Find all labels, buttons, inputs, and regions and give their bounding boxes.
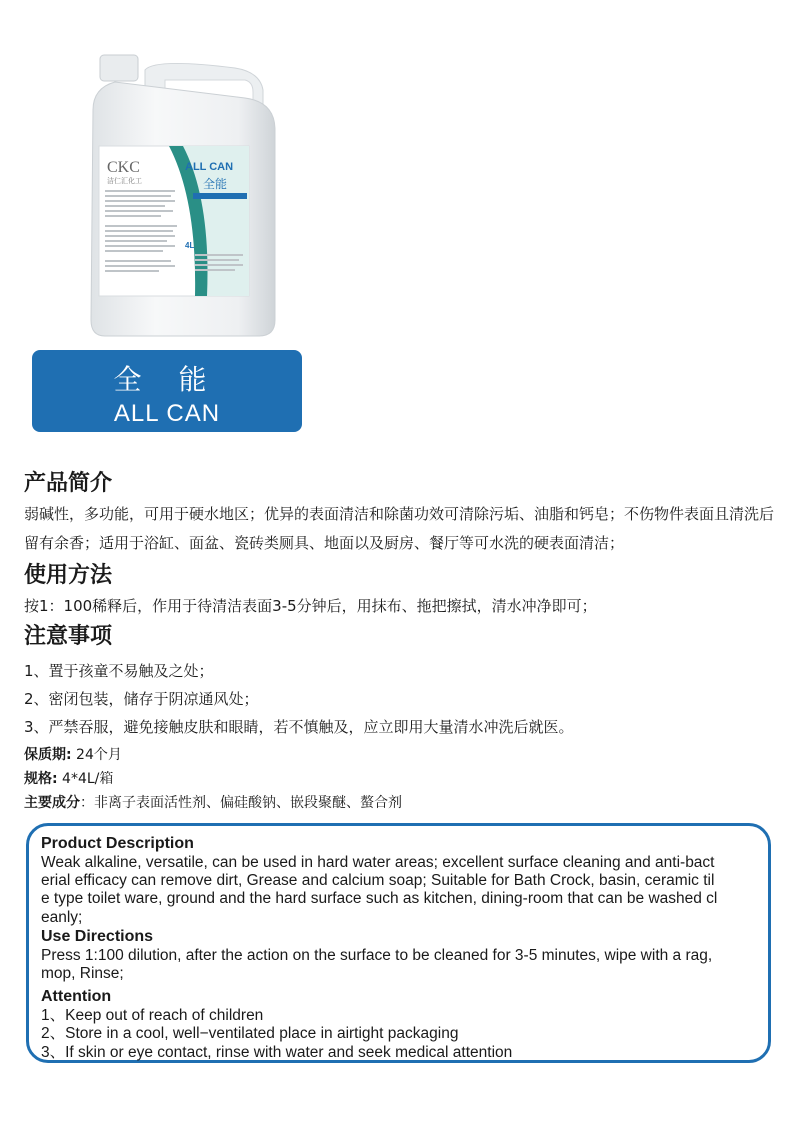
attention-line-3: 3、If skin or eye contact, rinse with water and seek medical attention [41,1043,513,1061]
specification [24,767,779,791]
english-description-box [26,823,771,1063]
banner-name-en: ALL CAN [113,400,221,427]
ingredients-label: 主要成分 [24,795,80,811]
ingredients-value: ：非离子表面活性剂、偏硅酸钠、嵌段聚醚、螯合剂 [80,795,402,811]
notes-item-1: 1、置于孩童不易触及之处； [24,662,214,680]
intro-heading: 产品简介 [24,471,113,496]
shelf-life-label: 保质期: [24,747,72,763]
attention-line-1: 1、Keep out of reach of children [41,1007,264,1025]
notes-item-2: 2、密闭包装，储存于阴凉通风处； [24,690,259,708]
spec-label: 规格: [24,771,58,787]
banner-name-cn: 全 能 [113,363,221,396]
shelf-life-value: 24个月 [71,747,122,763]
spec-value: 4*4L/箱 [57,771,114,787]
product-bottle-image [85,50,280,340]
bottle-logo-text: CKC [107,159,140,176]
bottle-name-en: ALL CAN [185,161,234,173]
bottle-svg [85,50,280,340]
desc-line-3: e type toilet ware, ground and the hard surface such as kitchen, dining-room that can be washed cl [41,890,718,908]
desc-line-2: erial efficacy can remove dirt, Grease and calcium soap; Suitable for Bath Crock, basin, ceramic til [41,872,715,890]
usage-heading: 使用方法 [24,563,113,588]
attention-heading: Attention [41,988,112,1006]
shelf-life [24,743,779,767]
notes-item-3: 3、严禁吞服，避免接触皮肤和眼睛，若不慎触及，应立即用大量清水冲洗后就医。 [24,718,574,736]
desc-line-4: eanly; [41,908,83,926]
use-line-1: Press 1:100 dilution, after the action on the surface to be cleaned for 3-5 minutes, wipe with a rag, [41,946,713,964]
bottle-name-cn: 全能 [203,177,228,191]
bottle-brand-sub: 洁仁汇化工 [107,177,142,185]
chinese-content [24,468,779,815]
use-line-2: mop, Rinse; [41,965,124,983]
desc-line-1: Weak alkaline, versatile, can be used in hard water areas; excellent surface cleaning and anti-bact [41,854,715,871]
bottle-volume: 4L [185,241,195,250]
intro-text: 弱碱性，多功能，可用于硬水地区；优异的表面清洁和除菌功效可清除污垢、油脂和钙皂；不伤物件表面且清洗后留有余香；适用于浴缸、面盆、瓷砖类厕具、地面以及厨房、餐厅等可水洗的硬表面清洁； [24,505,775,552]
attention-line-2: 2、Store in a cool, well−ventilated place in airtight packaging [41,1025,459,1043]
use-heading: Use Directions [41,927,154,945]
desc-heading: Product Description [41,835,194,852]
ingredients [24,791,779,815]
notes-heading: 注意事项 [24,624,113,649]
usage-text: 按1：100稀释后，作用于待清洁表面3-5分钟后，用抹布、拖把擦拭，清水冲净即可； [24,597,597,615]
product-name-banner [32,350,302,432]
